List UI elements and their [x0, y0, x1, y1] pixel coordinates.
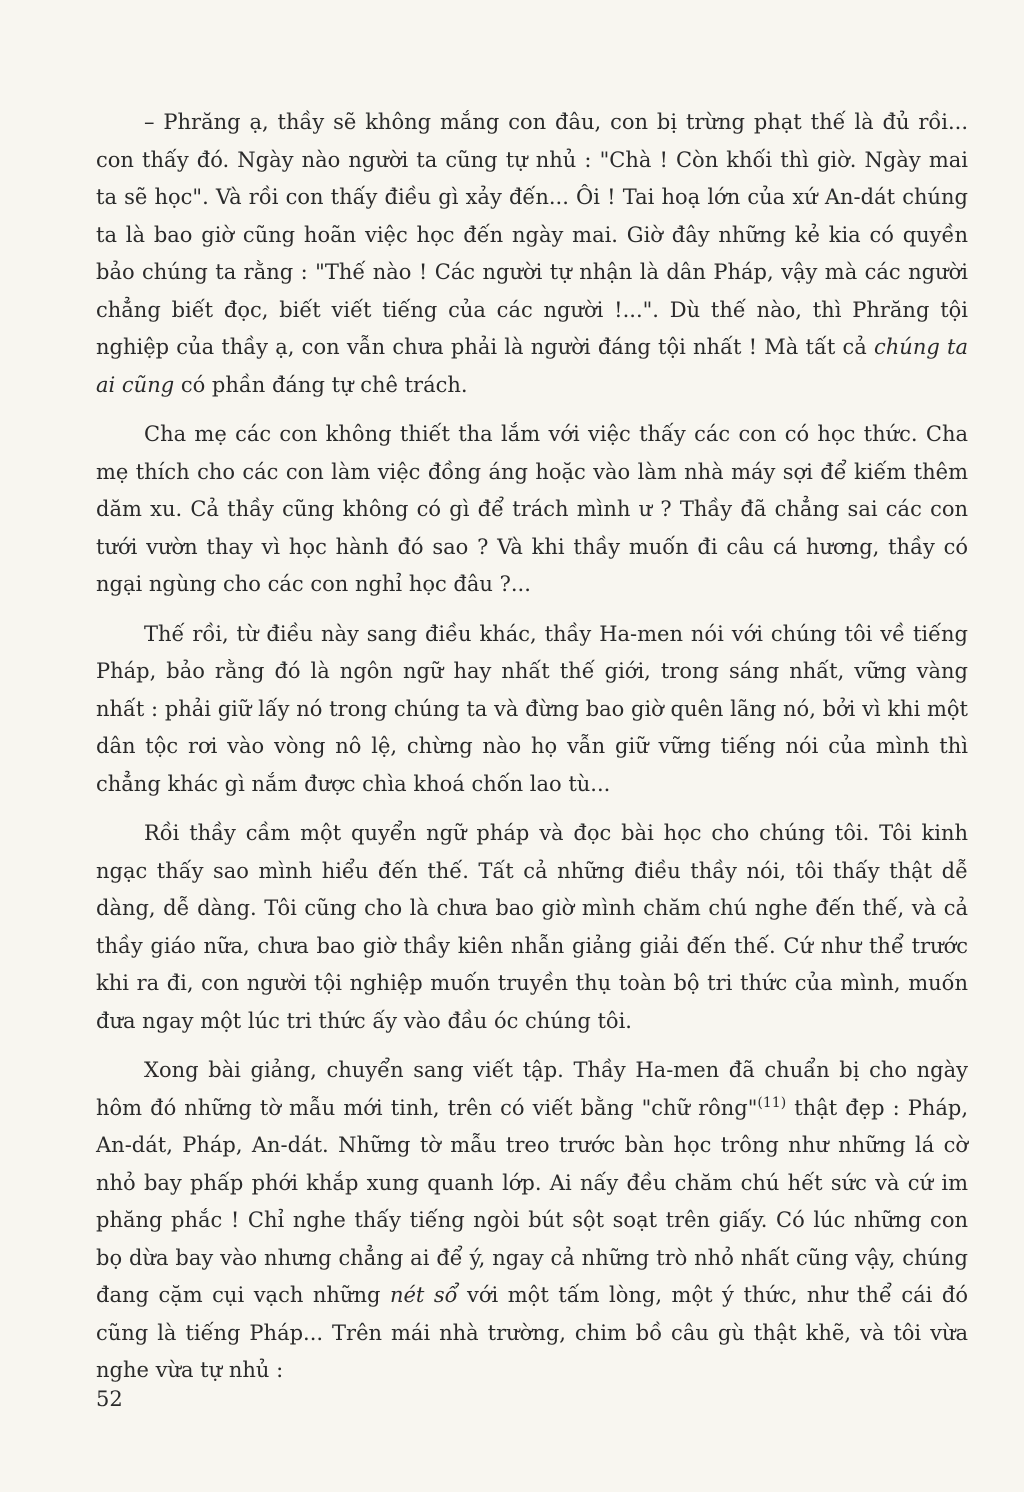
- italic-phrase: chúng ta ai cũng: [96, 335, 968, 397]
- paragraph-1: – Phrăng ạ, thầy sẽ không mắng con đâu, con bị trừng phạt thế là đủ rồi... con thấy đó. Ngày nào người ta cũng tự nhủ : "Chà ! Còn khối thì giờ. Ngày mai ta sẽ học". Và rồi con thấy điều gì xảy đến... Ôi ! Tai hoạ lớn của xứ An-dát chúng ta là bao giờ cũng hoãn việc học đến ngày mai. Giờ đây những kẻ kia có quyền bảo chúng ta rằng : "Thế nào ! Các người tự nhận là dân Pháp, vậy mà các người chẳng biết đọc, biết viết tiếng của các người !...". Dù thế nào, thì Phrăng tội nghiệp của thầy ạ, con vẫn chưa phải là người đáng tội nhất ! Mà tất cả chúng ta ai cũng có phần đáng tự chê trách.: [96, 110, 968, 397]
- body-text: [96, 104, 968, 1390]
- page-number: 52: [96, 1387, 123, 1411]
- footnote-marker: (11): [757, 1094, 787, 1111]
- paragraph-2: Cha mẹ các con không thiết tha lắm với việc thấy các con có học thức. Cha mẹ thích cho các con làm việc đồng áng hoặc vào làm nhà máy sợi để kiếm thêm dăm xu. Cả thầy cũng không có gì để trách mình ư ? Thầy đã chẳng sai các con tưới vườn thay vì học hành đó sao ? Và khi thầy muốn đi câu cá hương, thầy có ngại ngùng cho các con nghỉ học đâu ?...: [96, 422, 968, 596]
- italic-phrase: nét sổ: [389, 1283, 458, 1307]
- paragraph-3: Thế rồi, từ điều này sang điều khác, thầy Ha-men nói với chúng tôi về tiếng Pháp, bảo rằng đó là ngôn ngữ hay nhất thế giới, trong sáng nhất, vững vàng nhất : phải giữ lấy nó trong chúng ta và đừng bao giờ quên lãng nó, bởi vì khi một dân tộc rơi vào vòng nô lệ, chừng nào họ vẫn giữ vững tiếng nói của mình thì chẳng khác gì nắm được chìa khoá chốn lao tù...: [96, 621, 968, 796]
- paragraph-4: Rồi thầy cầm một quyển ngữ pháp và đọc bài học cho chúng tôi. Tôi kinh ngạc thấy sao mình hiểu đến thế. Tất cả những điều thầy nói, tôi thấy thật dễ dàng, dễ dàng. Tôi cũng cho là chưa bao giờ mình chăm chú nghe đến thế, và cả thầy giáo nữa, chưa bao giờ thầy kiên nhẫn giảng giải đến thế. Cứ như thể trước khi ra đi, con người tội nghiệp muốn truyền thụ toàn bộ tri thức của mình, muốn đưa ngay một lúc tri thức ấy vào đầu óc chúng tôi.: [96, 821, 968, 1033]
- paragraph-5: Xong bài giảng, chuyển sang viết tập. Thầy Ha-men đã chuẩn bị cho ngày hôm đó những tờ mẫu mới tinh, trên có viết bằng "chữ rông"$^{(11)}$ thật đẹp : Pháp, An-dát, Pháp, An-dát. Những tờ mẫu treo trước bàn học trông như những lá cờ nhỏ bay phấp phới khắp xung quanh lớp. Ai nấy đều chăm chú hết sức và cứ im phăng phắc ! Chỉ nghe thấy tiếng ngòi bút sột soạt trên giấy. Có lúc những con bọ dừa bay vào nhưng chẳng ai để ý, ngay cả những trò nhỏ nhất cũng vậy, chúng đang cặm cụi vạch những nét sổ với một tấm lòng, một ý thức, như thể cái đó cũng là tiếng Pháp... Trên mái nhà trường, chim bồ câu gù thật khẽ, và tôi vừa nghe vừa tự nhủ :: [96, 1058, 969, 1382]
